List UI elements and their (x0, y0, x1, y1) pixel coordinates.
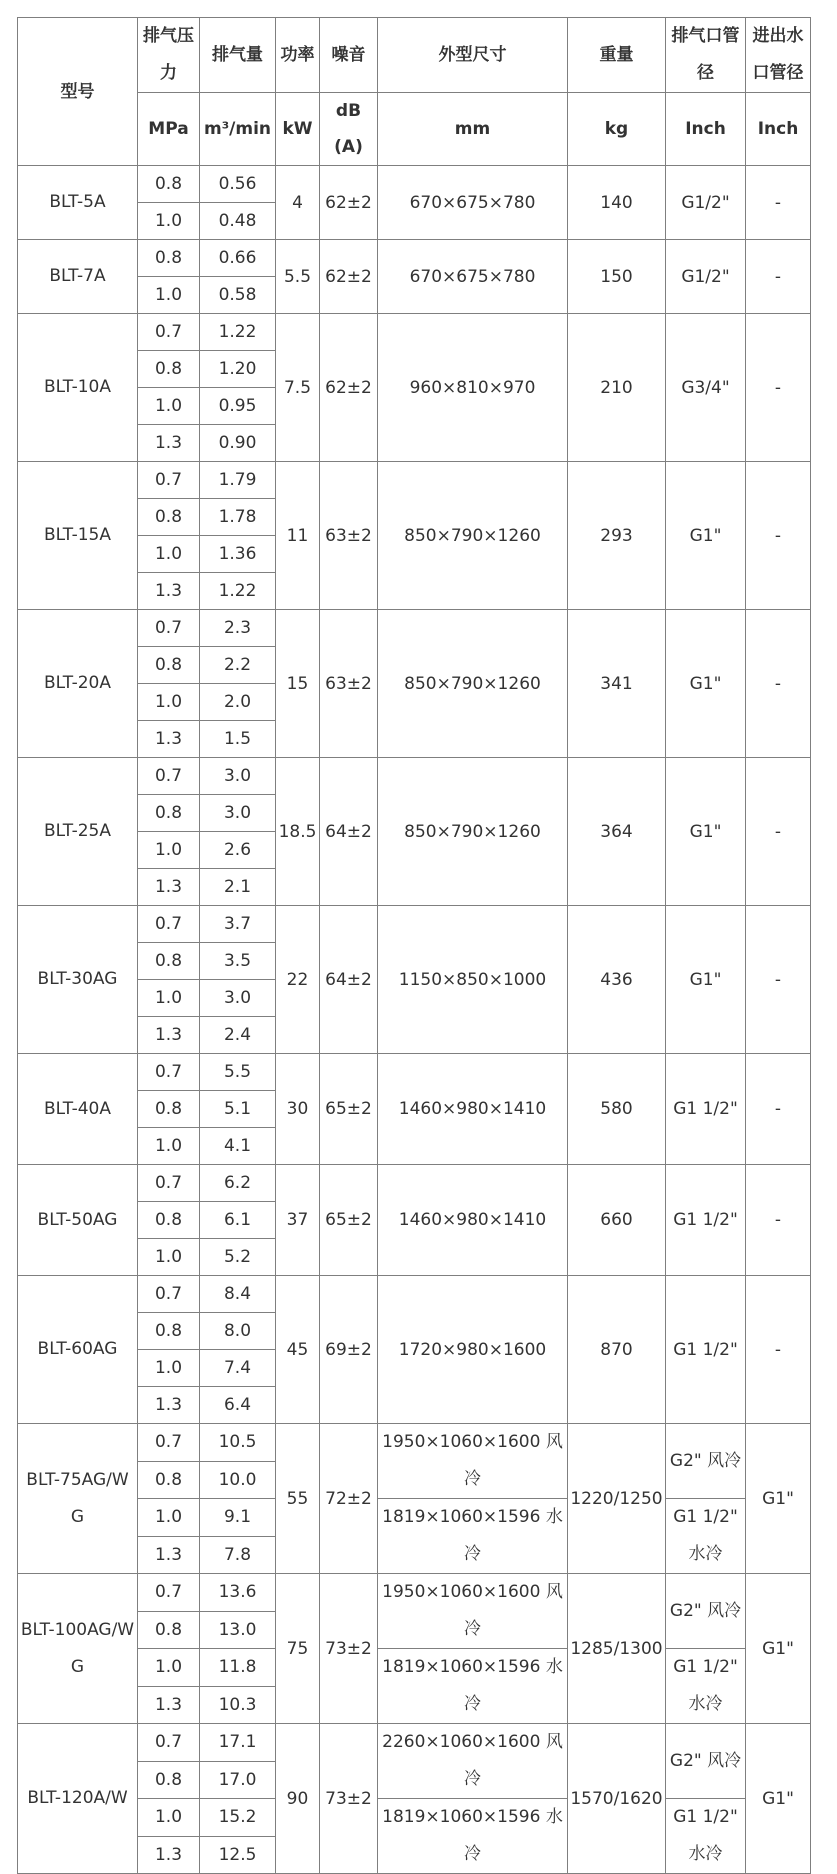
unit-dimensions: mm (378, 93, 568, 166)
pressure-cell: 1.3 (138, 425, 200, 462)
model-name-cell: BLT-60AG (18, 1276, 138, 1424)
unit-flow: m³/min (200, 93, 276, 166)
flow-cell: 1.78 (200, 499, 276, 536)
power-cell: 5.5 (276, 240, 320, 314)
power-cell: 37 (276, 1165, 320, 1276)
power-cell: 7.5 (276, 314, 320, 462)
flow-cell: 9.1 (200, 1499, 276, 1537)
flow-cell: 8.0 (200, 1313, 276, 1350)
power-cell: 11 (276, 462, 320, 610)
flow-cell: 1.22 (200, 573, 276, 610)
table-row (18, 906, 811, 943)
outlet-cell: G1/2" (666, 166, 746, 240)
dimensions-cell: 1150×850×1000 (378, 906, 568, 1054)
flow-cell: 1.79 (200, 462, 276, 499)
flow-cell: 6.4 (200, 1387, 276, 1424)
outlet-cell: G2" 风冷 (666, 1724, 746, 1799)
pressure-cell: 1.0 (138, 1649, 200, 1687)
flow-cell: 13.6 (200, 1574, 276, 1612)
water-cell: - (746, 1054, 811, 1165)
outlet-cell: G1 1/2" 水冷 (666, 1499, 746, 1574)
power-cell: 30 (276, 1054, 320, 1165)
power-cell: 22 (276, 906, 320, 1054)
pressure-cell: 0.7 (138, 1574, 200, 1612)
unit-outlet: Inch (666, 93, 746, 166)
pressure-cell: 1.0 (138, 277, 200, 314)
flow-cell: 8.4 (200, 1276, 276, 1313)
pressure-cell: 1.0 (138, 203, 200, 240)
noise-cell: 73±2 (320, 1574, 378, 1724)
pressure-cell: 0.8 (138, 351, 200, 388)
flow-cell: 5.2 (200, 1239, 276, 1276)
power-cell: 75 (276, 1574, 320, 1724)
header-weight: 重量 (568, 18, 666, 93)
table-row (18, 314, 811, 351)
pressure-cell: 0.7 (138, 1276, 200, 1313)
noise-cell: 62±2 (320, 240, 378, 314)
dimensions-cell: 1460×980×1410 (378, 1054, 568, 1165)
flow-cell: 0.56 (200, 166, 276, 203)
power-cell: 4 (276, 166, 320, 240)
noise-cell: 64±2 (320, 758, 378, 906)
pressure-cell: 1.3 (138, 573, 200, 610)
noise-cell: 63±2 (320, 462, 378, 610)
pressure-cell: 0.8 (138, 795, 200, 832)
outlet-cell: G1 1/2" 水冷 (666, 1799, 746, 1874)
header-outlet: 排气口管径 (666, 18, 746, 93)
model-name-cell: BLT-10A (18, 314, 138, 462)
outlet-cell: G1 1/2" (666, 1276, 746, 1424)
pressure-cell: 0.7 (138, 1424, 200, 1462)
pressure-cell: 1.0 (138, 388, 200, 425)
water-cell: - (746, 1165, 811, 1276)
pressure-cell: 1.0 (138, 832, 200, 869)
weight-cell: 870 (568, 1276, 666, 1424)
flow-cell: 15.2 (200, 1799, 276, 1837)
unit-water: Inch (746, 93, 811, 166)
model-name-cell: BLT-5A (18, 166, 138, 240)
pressure-cell: 0.8 (138, 499, 200, 536)
model-name-cell: BLT-100AG/WG (18, 1574, 138, 1724)
flow-cell: 0.48 (200, 203, 276, 240)
weight-cell: 1285/1300 (568, 1574, 666, 1724)
flow-cell: 13.0 (200, 1611, 276, 1649)
model-name-cell: BLT-25A (18, 758, 138, 906)
noise-cell: 62±2 (320, 314, 378, 462)
pressure-cell: 0.7 (138, 462, 200, 499)
pressure-cell: 0.8 (138, 1091, 200, 1128)
pressure-cell: 1.0 (138, 1239, 200, 1276)
model-name-cell: BLT-15A (18, 462, 138, 610)
noise-cell: 63±2 (320, 610, 378, 758)
flow-cell: 10.5 (200, 1424, 276, 1462)
noise-cell: 73±2 (320, 1724, 378, 1874)
model-name-cell: BLT-40A (18, 1054, 138, 1165)
power-cell: 90 (276, 1724, 320, 1874)
outlet-cell: G1 1/2" (666, 1165, 746, 1276)
flow-cell: 17.0 (200, 1761, 276, 1799)
header-pressure: 排气压力 (138, 18, 200, 93)
flow-cell: 11.8 (200, 1649, 276, 1687)
flow-cell: 3.7 (200, 906, 276, 943)
flow-cell: 3.5 (200, 943, 276, 980)
flow-cell: 3.0 (200, 980, 276, 1017)
table-row (18, 166, 811, 203)
flow-cell: 4.1 (200, 1128, 276, 1165)
weight-cell: 364 (568, 758, 666, 906)
dimensions-cell: 960×810×970 (378, 314, 568, 462)
power-cell: 18.5 (276, 758, 320, 906)
pressure-cell: 0.7 (138, 1165, 200, 1202)
water-cell: - (746, 1276, 811, 1424)
flow-cell: 1.20 (200, 351, 276, 388)
flow-cell: 10.0 (200, 1461, 276, 1499)
pressure-cell: 1.3 (138, 869, 200, 906)
model-name-cell: BLT-20A (18, 610, 138, 758)
pressure-cell: 1.0 (138, 1799, 200, 1837)
flow-cell: 0.66 (200, 240, 276, 277)
unit-power: kW (276, 93, 320, 166)
table-row (18, 758, 811, 795)
header-noise: 噪音 (320, 18, 378, 93)
water-cell: - (746, 462, 811, 610)
flow-cell: 1.22 (200, 314, 276, 351)
pressure-cell: 1.3 (138, 721, 200, 758)
flow-cell: 6.2 (200, 1165, 276, 1202)
weight-cell: 660 (568, 1165, 666, 1276)
power-cell: 55 (276, 1424, 320, 1574)
noise-cell: 62±2 (320, 166, 378, 240)
header-dimensions: 外型尺寸 (378, 18, 568, 93)
dimensions-cell: 850×790×1260 (378, 610, 568, 758)
flow-cell: 2.1 (200, 869, 276, 906)
flow-cell: 3.0 (200, 758, 276, 795)
pressure-cell: 0.7 (138, 1724, 200, 1762)
outlet-cell: G1" (666, 906, 746, 1054)
weight-cell: 436 (568, 906, 666, 1054)
header-model: 型号 (18, 18, 138, 166)
pressure-cell: 1.3 (138, 1017, 200, 1054)
header-row (18, 18, 811, 93)
unit-weight: kg (568, 93, 666, 166)
pressure-cell: 1.0 (138, 1128, 200, 1165)
pressure-cell: 1.3 (138, 1387, 200, 1424)
table-row (18, 1724, 811, 1762)
weight-cell: 1220/1250 (568, 1424, 666, 1574)
pressure-cell: 1.0 (138, 1499, 200, 1537)
pressure-cell: 0.8 (138, 1202, 200, 1239)
flow-cell: 2.6 (200, 832, 276, 869)
outlet-cell: G1 1/2" 水冷 (666, 1649, 746, 1724)
dimensions-cell: 670×675×780 (378, 166, 568, 240)
flow-cell: 17.1 (200, 1724, 276, 1762)
flow-cell: 1.36 (200, 536, 276, 573)
water-cell: - (746, 758, 811, 906)
model-name-cell: BLT-50AG (18, 1165, 138, 1276)
flow-cell: 7.4 (200, 1350, 276, 1387)
water-cell: - (746, 240, 811, 314)
pressure-cell: 0.8 (138, 1611, 200, 1649)
unit-noise: dB(A) (320, 93, 378, 166)
dimensions-cell: 1460×980×1410 (378, 1165, 568, 1276)
water-cell: - (746, 610, 811, 758)
dimensions-cell: 850×790×1260 (378, 758, 568, 906)
model-name-cell: BLT-30AG (18, 906, 138, 1054)
dimensions-cell: 670×675×780 (378, 240, 568, 314)
table-row (18, 1574, 811, 1612)
weight-cell: 293 (568, 462, 666, 610)
table-row (18, 1276, 811, 1313)
outlet-cell: G2" 风冷 (666, 1424, 746, 1499)
outlet-cell: G1 1/2" (666, 1054, 746, 1165)
flow-cell: 7.8 (200, 1536, 276, 1574)
unit-pressure: MPa (138, 93, 200, 166)
spec-table-container (17, 17, 811, 1874)
flow-cell: 6.1 (200, 1202, 276, 1239)
pressure-cell: 1.0 (138, 980, 200, 1017)
dimensions-cell: 1720×980×1600 (378, 1276, 568, 1424)
pressure-cell: 0.7 (138, 1054, 200, 1091)
dimensions-cell: 2260×1060×1600 风冷 (378, 1724, 568, 1799)
pressure-cell: 0.8 (138, 166, 200, 203)
pressure-cell: 0.7 (138, 314, 200, 351)
power-cell: 45 (276, 1276, 320, 1424)
power-cell: 15 (276, 610, 320, 758)
water-cell: G1" (746, 1724, 811, 1874)
weight-cell: 341 (568, 610, 666, 758)
table-row (18, 610, 811, 647)
model-name-cell: BLT-120A/W (18, 1724, 138, 1874)
flow-cell: 0.58 (200, 277, 276, 314)
water-cell: - (746, 906, 811, 1054)
flow-cell: 5.1 (200, 1091, 276, 1128)
noise-cell: 72±2 (320, 1424, 378, 1574)
dimensions-cell: 1819×1060×1596 水冷 (378, 1799, 568, 1874)
noise-cell: 65±2 (320, 1054, 378, 1165)
model-name-cell: BLT-7A (18, 240, 138, 314)
weight-cell: 580 (568, 1054, 666, 1165)
weight-cell: 140 (568, 166, 666, 240)
water-cell: G1" (746, 1424, 811, 1574)
noise-cell: 64±2 (320, 906, 378, 1054)
pressure-cell: 0.8 (138, 1761, 200, 1799)
pressure-cell: 0.8 (138, 1313, 200, 1350)
pressure-cell: 1.0 (138, 684, 200, 721)
outlet-cell: G3/4" (666, 314, 746, 462)
water-cell: - (746, 166, 811, 240)
outlet-cell: G1" (666, 758, 746, 906)
dimensions-cell: 1950×1060×1600 风冷 (378, 1424, 568, 1499)
pressure-cell: 0.8 (138, 943, 200, 980)
header-flow: 排气量 (200, 18, 276, 93)
header-water: 进出水口管径 (746, 18, 811, 93)
noise-cell: 65±2 (320, 1165, 378, 1276)
flow-cell: 3.0 (200, 795, 276, 832)
flow-cell: 5.5 (200, 1054, 276, 1091)
dimensions-cell: 1819×1060×1596 水冷 (378, 1499, 568, 1574)
flow-cell: 0.95 (200, 388, 276, 425)
pressure-cell: 0.7 (138, 906, 200, 943)
pressure-cell: 1.3 (138, 1536, 200, 1574)
flow-cell: 10.3 (200, 1686, 276, 1724)
noise-cell: 69±2 (320, 1276, 378, 1424)
outlet-cell: G1/2" (666, 240, 746, 314)
pressure-cell: 0.7 (138, 758, 200, 795)
weight-cell: 150 (568, 240, 666, 314)
table-row (18, 1165, 811, 1202)
outlet-cell: G2" 风冷 (666, 1574, 746, 1649)
table-row (18, 462, 811, 499)
table-row (18, 1054, 811, 1091)
header-power: 功率 (276, 18, 320, 93)
pressure-cell: 0.8 (138, 240, 200, 277)
pressure-cell: 0.8 (138, 1461, 200, 1499)
flow-cell: 12.5 (200, 1836, 276, 1874)
weight-cell: 1570/1620 (568, 1724, 666, 1874)
table-row (18, 1424, 811, 1462)
pressure-cell: 0.7 (138, 610, 200, 647)
model-name-cell: BLT-75AG/WG (18, 1424, 138, 1574)
weight-cell: 210 (568, 314, 666, 462)
pressure-cell: 1.0 (138, 536, 200, 573)
water-cell: G1" (746, 1574, 811, 1724)
water-cell: - (746, 314, 811, 462)
outlet-cell: G1" (666, 462, 746, 610)
compressor-spec-table (17, 17, 811, 1874)
table-row (18, 240, 811, 277)
pressure-cell: 1.3 (138, 1836, 200, 1874)
flow-cell: 0.90 (200, 425, 276, 462)
flow-cell: 2.0 (200, 684, 276, 721)
outlet-cell: G1" (666, 610, 746, 758)
dimensions-cell: 1819×1060×1596 水冷 (378, 1649, 568, 1724)
pressure-cell: 1.0 (138, 1350, 200, 1387)
pressure-cell: 0.8 (138, 647, 200, 684)
dimensions-cell: 850×790×1260 (378, 462, 568, 610)
flow-cell: 1.5 (200, 721, 276, 758)
flow-cell: 2.2 (200, 647, 276, 684)
dimensions-cell: 1950×1060×1600 风冷 (378, 1574, 568, 1649)
flow-cell: 2.3 (200, 610, 276, 647)
pressure-cell: 1.3 (138, 1686, 200, 1724)
flow-cell: 2.4 (200, 1017, 276, 1054)
